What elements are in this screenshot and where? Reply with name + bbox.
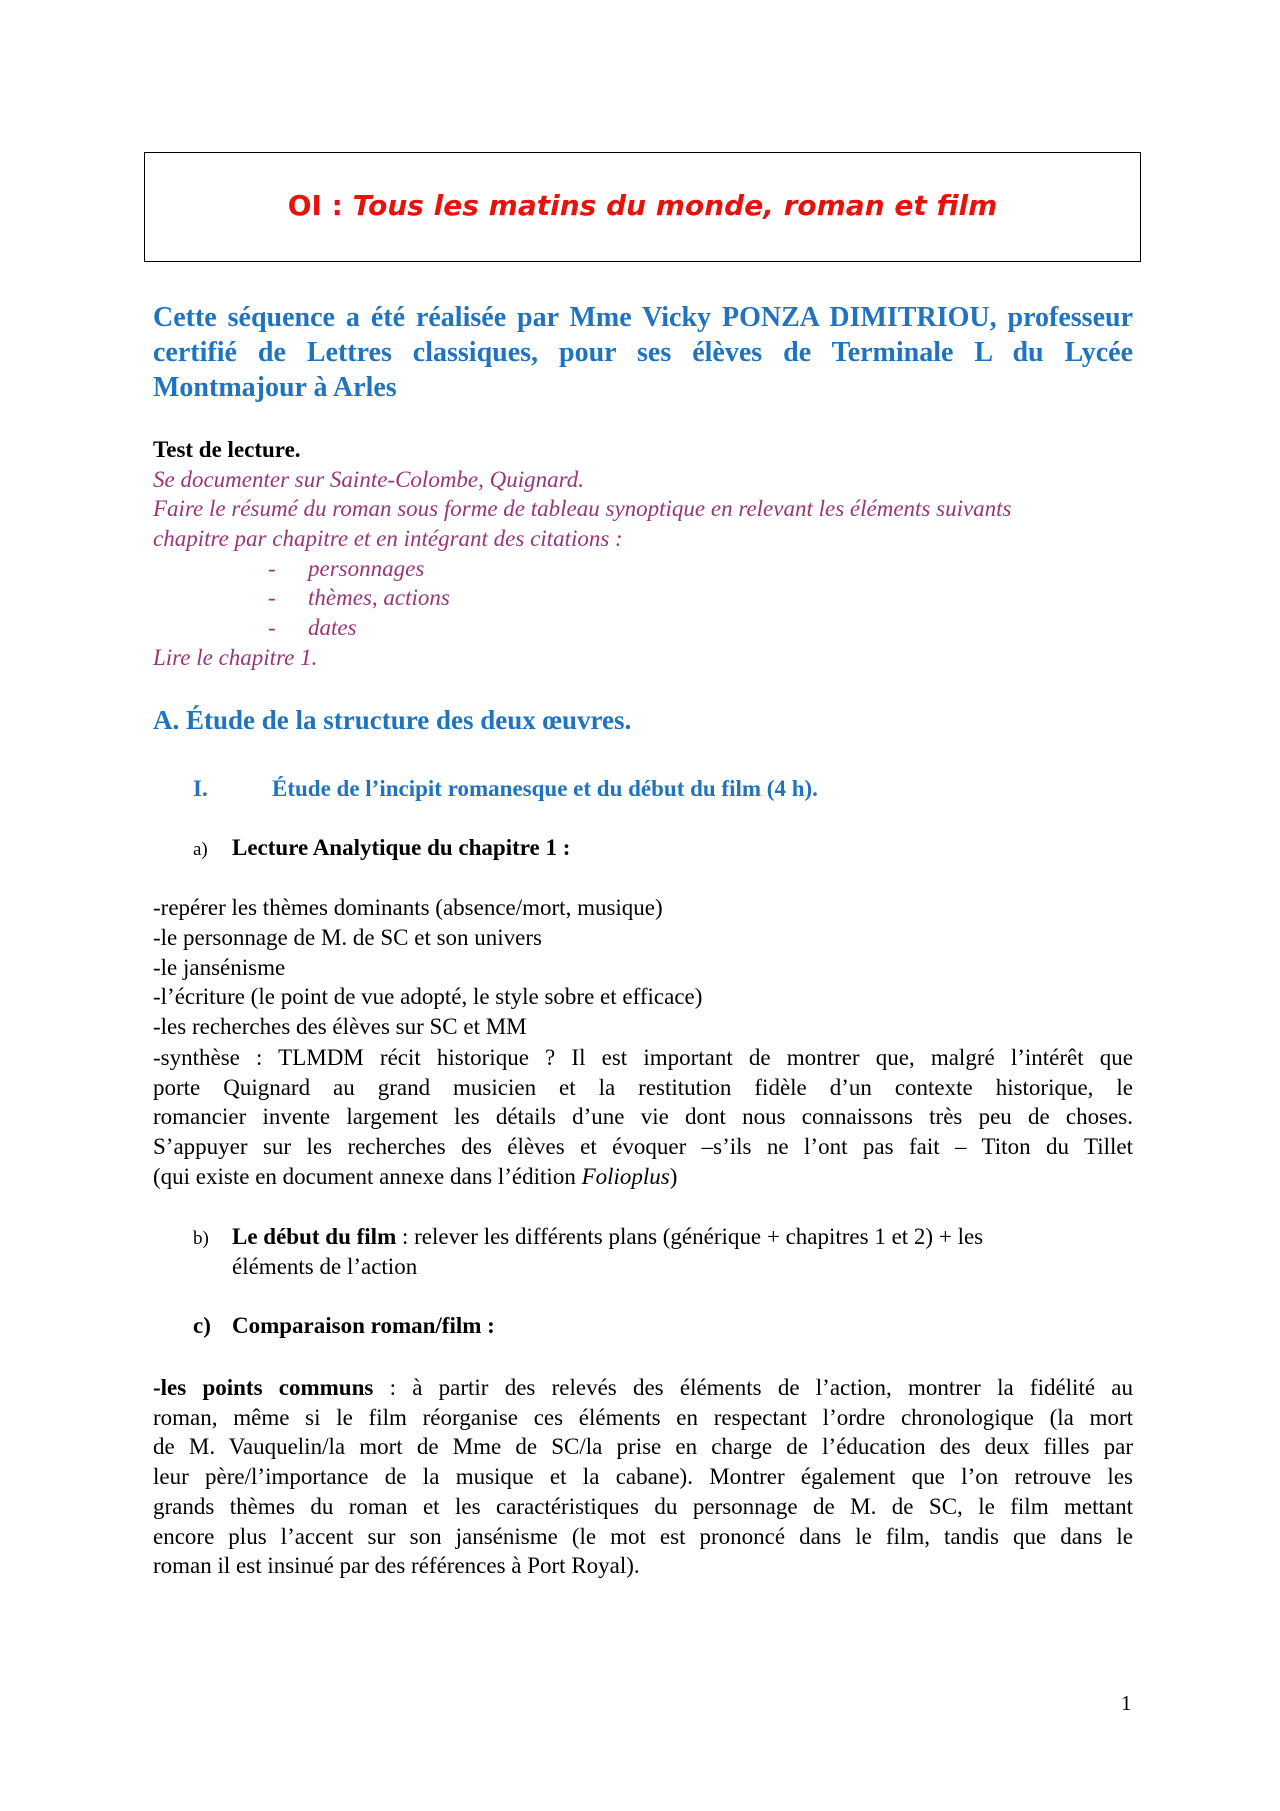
sub-b-rest: : relever les différents plans (générique + chapitres 1 et 2) + les: [396, 1224, 984, 1249]
synthese-last-before: (qui existe en document annexe dans l’édition: [153, 1163, 582, 1189]
commons-first-line: [153, 1373, 1133, 1403]
bullet-mark: -: [268, 556, 276, 581]
list-item: -les recherches des élèves sur SC et MM: [153, 1014, 527, 1039]
list-item: -le jansénisme: [153, 955, 286, 980]
sub-c-heading: Comparaison roman/film :: [232, 1313, 495, 1338]
sub-a-mark: a): [193, 839, 208, 860]
commons-paragraph: [153, 1373, 1133, 1581]
sub-b-bold: Le début du film: [232, 1224, 397, 1249]
bullet-item: thèmes, actions: [308, 585, 450, 610]
commons-line: roman il est insinué par des références à Port Royal).: [153, 1553, 640, 1579]
commons-line: roman, même si le film réorganise ces éléments en respectant l’ordre chronologique (la mort: [153, 1404, 1133, 1430]
intro-paragraph: Cette séquence a été réalisée par Mme Vicky PONZA DIMITRIOU, professeur certifié de Lettres classiques, pour ses élèves de Terminale L du Lycée Montmajour à Arles: [153, 302, 1133, 403]
synthese-paragraph: [153, 1043, 1133, 1192]
list-item: -l’écriture (le point de vue adopté, le style sobre et efficace): [153, 984, 703, 1009]
commons-first-rest: : à partir des relevés des éléments de l’action, montrer la fidélité au: [373, 1375, 1133, 1400]
title-prefix: OI :: [287, 189, 353, 222]
commons-line: de M. Vauquelin/la mort de Mme de SC/la prise en charge de l’éducation des deux filles par: [153, 1434, 1133, 1460]
bullet-item: personnages: [308, 556, 425, 581]
document-title: [145, 189, 1140, 222]
synthese-line: -synthèse : TLMDM récit historique ? Il est important de montrer que, malgré l’intérêt que: [153, 1045, 1133, 1070]
list-item: -le personnage de M. de SC et son univers: [153, 925, 543, 950]
section-a-heading: A. Étude de la structure des deux œuvres.: [153, 705, 632, 735]
bullet-mark: -: [268, 585, 276, 610]
commons-line: grands thèmes du roman et les caractéristiques du personnage de M. de SC, le film mettant: [153, 1493, 1133, 1519]
title-italic: Tous les matins du monde, roman et film: [352, 189, 998, 222]
synthese-last-after: ): [669, 1163, 678, 1189]
synthese-line: porte Quignard au grand musicien et la restitution fidèle d’un contexte historique, le: [153, 1074, 1133, 1100]
synthese-line: romancier invente largement les détails d’une vie dont nous connaissons très peu de choses.: [153, 1104, 1133, 1130]
sub-b-mark: b): [193, 1228, 209, 1249]
test-line-4: Lire le chapitre 1.: [153, 645, 318, 670]
list-item: -repérer les thèmes dominants (absence/mort, musique): [153, 895, 663, 920]
commons-bold: -les points communs: [153, 1375, 374, 1400]
commons-line: leur père/l’importance de la musique et la cabane). Montrer également que l’on retrouve les: [153, 1464, 1133, 1490]
test-line-2: Faire le résumé du roman sous forme de tableau synoptique en relevant les éléments suivants: [153, 496, 1012, 521]
sub-b-line-1: [232, 1224, 983, 1250]
title-box: [144, 152, 1141, 262]
edition-name: Folioplus: [581, 1163, 670, 1189]
sub-c-mark: c): [193, 1313, 211, 1338]
test-heading: Test de lecture.: [153, 437, 301, 462]
bullet-mark: -: [268, 615, 276, 640]
test-line-3: chapitre par chapitre et en intégrant des citations :: [153, 526, 623, 551]
test-line-1: Se documenter sur Sainte-Colombe, Quignard.: [153, 467, 584, 492]
sub-a-heading: Lecture Analytique du chapitre 1 :: [232, 835, 571, 860]
section-i-number: I.: [193, 776, 208, 801]
bullet-item: dates: [308, 615, 357, 640]
synthese-last-line: [153, 1162, 1133, 1192]
section-i-heading: Étude de l’incipit romanesque et du début du film (4 h).: [272, 776, 818, 801]
sub-b-line-2: éléments de l’action: [232, 1254, 418, 1279]
synthese-line: S’appuyer sur les recherches des élèves et évoquer –s’ils ne l’ont pas fait – Titon du Tillet: [153, 1134, 1133, 1160]
commons-line: encore plus l’accent sur son jansénisme (le mot est prononcé dans le film, tandis que dans le: [153, 1523, 1133, 1549]
page-number: 1: [1121, 1691, 1132, 1715]
